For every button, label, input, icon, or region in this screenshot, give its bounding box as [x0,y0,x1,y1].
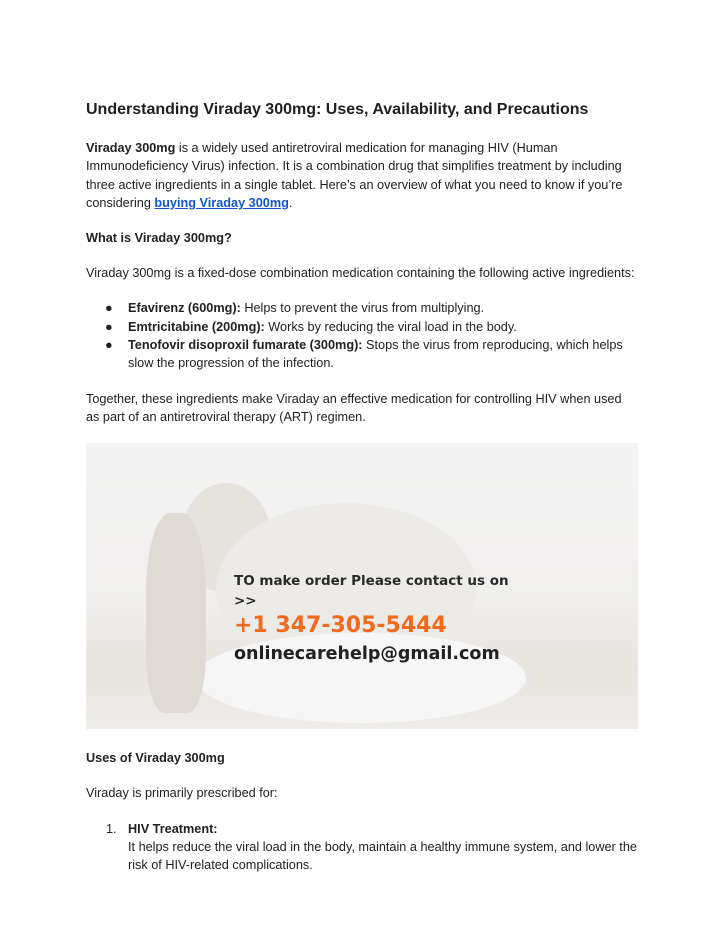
buy-viraday-link[interactable]: buying Viraday 300mg [154,195,289,210]
use-desc: It helps reduce the viral load in the body, maintain a healthy immune system, and lower the risk of HIV-related complications. [128,839,637,873]
use-name: HIV Treatment: [128,821,218,836]
section-heading-what: What is Viraday 300mg? [86,231,232,246]
contact-email: onlinecarehelp@gmail.com [234,644,500,665]
what-paragraph: Viraday 300mg is a fixed-dose combination medication containing the following active ingredients: [86,266,635,281]
list-number: 1. [106,821,117,836]
bullet-icon: ● [105,338,113,353]
ingredient-desc: Works by reducing the viral load in the body. [264,319,517,334]
uses-paragraph: Viraday is primarily prescribed for: [86,786,278,801]
ingredient-desc: Stops the virus from reproducing, which helps slow the progression of the infection. [128,338,623,371]
intro-text: is a widely used antiretroviral medication for managing HIV (Human Immunodeficiency Virus) infection. It is a combination drug that simplifies treatment by including three active ingredients in a single tablet. Here’s an overview of what you need to know if you’re considering [86,141,623,210]
list-item [86,820,638,875]
phone-number: +1 347-305-5444 [234,613,447,639]
list-item [86,336,638,373]
section-heading-uses: Uses of Viraday 300mg [86,751,225,766]
order-prompt: TO make order Please contact us on >> [234,573,509,610]
intro-paragraph [86,139,638,212]
list-item [86,299,638,317]
summary-paragraph: Together, these ingredients make Viraday an effective medication for controlling HIV when used as part of an antiretroviral therapy (ART) regimen. [86,391,622,424]
bullet-icon: ● [105,301,113,316]
uses-list [86,820,638,875]
bullet-icon: ● [105,319,113,334]
ingredient-name: Emtricitabine (200mg): [128,319,265,334]
document-content [86,100,638,874]
ingredient-name: Tenofovir disoproxil fumarate (300mg): [128,338,363,353]
ingredient-list [86,299,638,372]
page-title: Understanding Viraday 300mg: Uses, Availability, and Precautions [86,101,589,118]
list-item [86,318,638,336]
contact-banner-image [86,443,638,729]
ingredient-name: Efavirenz (600mg): [128,301,241,316]
intro-bold: Viraday 300mg [86,141,176,155]
intro-end: . [288,195,293,210]
contact-callout [234,571,534,667]
ingredient-desc: Helps to prevent the virus from multiplying. [240,301,485,316]
